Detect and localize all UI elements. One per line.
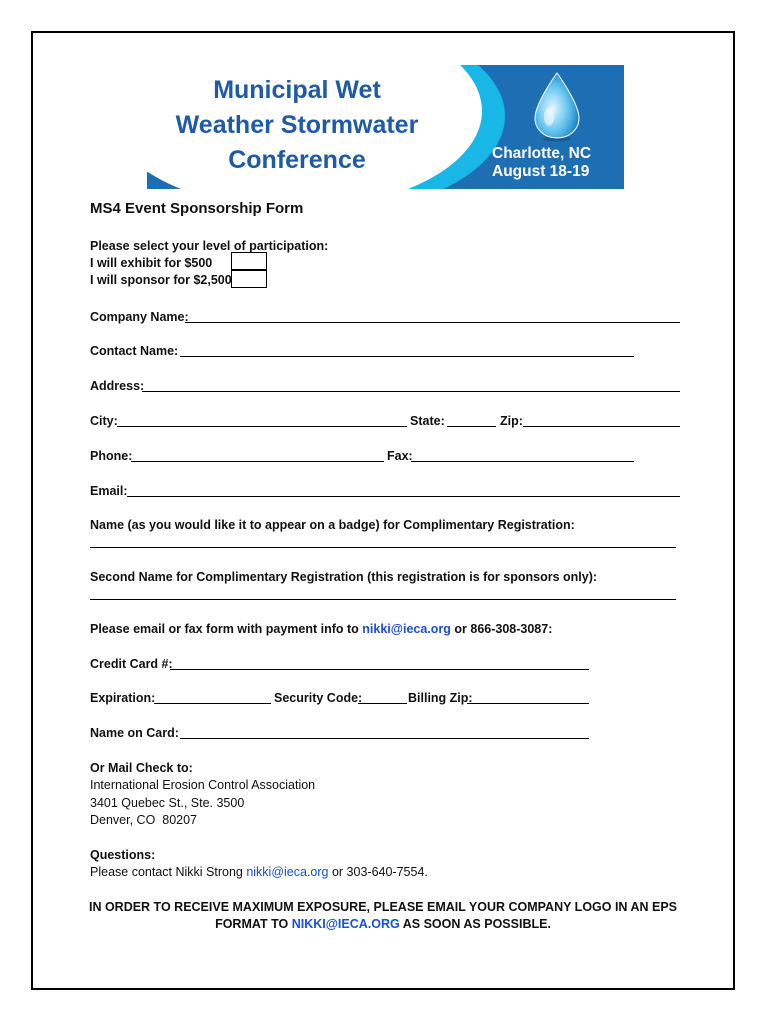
phone-label: Phone: (90, 449, 133, 463)
exhibit-label: I will exhibit for $500 (90, 256, 213, 270)
questions-contact (90, 865, 428, 880)
mail-org: International Erosion Control Association (90, 778, 316, 792)
fax-label: Fax: (387, 449, 413, 463)
payment-instructions (90, 622, 552, 637)
badge-name-field[interactable] (90, 547, 676, 548)
address-field[interactable] (142, 391, 680, 392)
water-drop-icon (527, 71, 587, 143)
payment-instructions-prefix: Please email or fax form with payment info to (90, 622, 363, 636)
city-label: City: (90, 414, 118, 428)
conference-banner (147, 65, 624, 189)
banner-city: Charlotte, NC (492, 145, 592, 162)
fax-field[interactable] (411, 461, 634, 462)
questions-email-link[interactable]: nikki@ieca.org (246, 865, 329, 879)
participation-prompt: Please select your level of participation: (90, 239, 329, 253)
sponsor-checkbox[interactable] (231, 270, 267, 288)
contact-label: Contact Name: (90, 344, 179, 358)
notice-email-link[interactable]: NIKKI@IECA.ORG (291, 917, 400, 931)
company-field[interactable] (185, 322, 680, 323)
second-name-label: Second Name for Complimentary Registration (this registration is for sponsors only): (90, 570, 598, 584)
zip-label: Zip: (500, 414, 523, 428)
address-label: Address: (90, 379, 145, 393)
contact-field[interactable] (180, 356, 634, 357)
security-field[interactable] (358, 703, 407, 704)
banner-title (147, 73, 447, 178)
email-label: Email: (90, 484, 128, 498)
second-name-field[interactable] (90, 599, 676, 600)
mail-city: Denver, CO 80207 (90, 813, 198, 827)
badge-name-label: Name (as you would like it to appear on a badge) for Complimentary Registration: (90, 518, 575, 532)
company-label: Company Name: (90, 310, 189, 324)
zip-field[interactable] (523, 426, 680, 427)
questions-heading: Questions: (90, 848, 156, 862)
notice-line2-suffix: AS SOON AS POSSIBLE. (399, 917, 551, 931)
state-label: State: (410, 414, 445, 428)
expiration-label: Expiration: (90, 691, 156, 705)
billing-zip-label: Billing Zip: (408, 691, 473, 705)
mail-street: 3401 Quebec St., Ste. 3500 (90, 796, 245, 810)
email-field[interactable] (127, 496, 680, 497)
banner-title-line1: Municipal Wet (213, 76, 381, 104)
sponsor-label: I will sponsor for $2,500 (90, 273, 232, 287)
banner-title-line2: Weather Stormwater (175, 111, 419, 139)
questions-suffix: or 303-640-7554. (328, 865, 428, 879)
phone-field[interactable] (131, 461, 384, 462)
payment-email-link[interactable]: nikki@ieca.org (362, 622, 451, 636)
state-field[interactable] (447, 426, 496, 427)
banner-dates: August 18-19 (492, 163, 590, 180)
exhibit-checkbox[interactable] (231, 252, 267, 270)
name-on-card-label: Name on Card: (90, 726, 179, 740)
questions-prefix: Please contact Nikki Strong (90, 865, 247, 879)
billing-zip-field[interactable] (467, 703, 589, 704)
payment-instructions-suffix: or 866-308-3087: (450, 622, 553, 636)
name-on-card-field[interactable] (180, 738, 589, 739)
notice-line1: IN ORDER TO RECEIVE MAXIMUM EXPOSURE, PLEASE EMAIL YOUR COMPANY LOGO IN AN EPS (88, 900, 678, 914)
form-heading: MS4 Event Sponsorship Form (90, 200, 304, 217)
mail-heading: Or Mail Check to: (90, 761, 193, 775)
card-label: Credit Card #: (90, 657, 173, 671)
expiration-field[interactable] (154, 703, 271, 704)
notice-line2 (31, 917, 735, 932)
banner-location (492, 145, 612, 181)
banner-title-line3: Conference (228, 146, 366, 174)
card-field[interactable] (170, 669, 589, 670)
notice-line2-prefix: FORMAT TO (215, 917, 292, 931)
city-field[interactable] (117, 426, 407, 427)
security-label: Security Code: (274, 691, 363, 705)
